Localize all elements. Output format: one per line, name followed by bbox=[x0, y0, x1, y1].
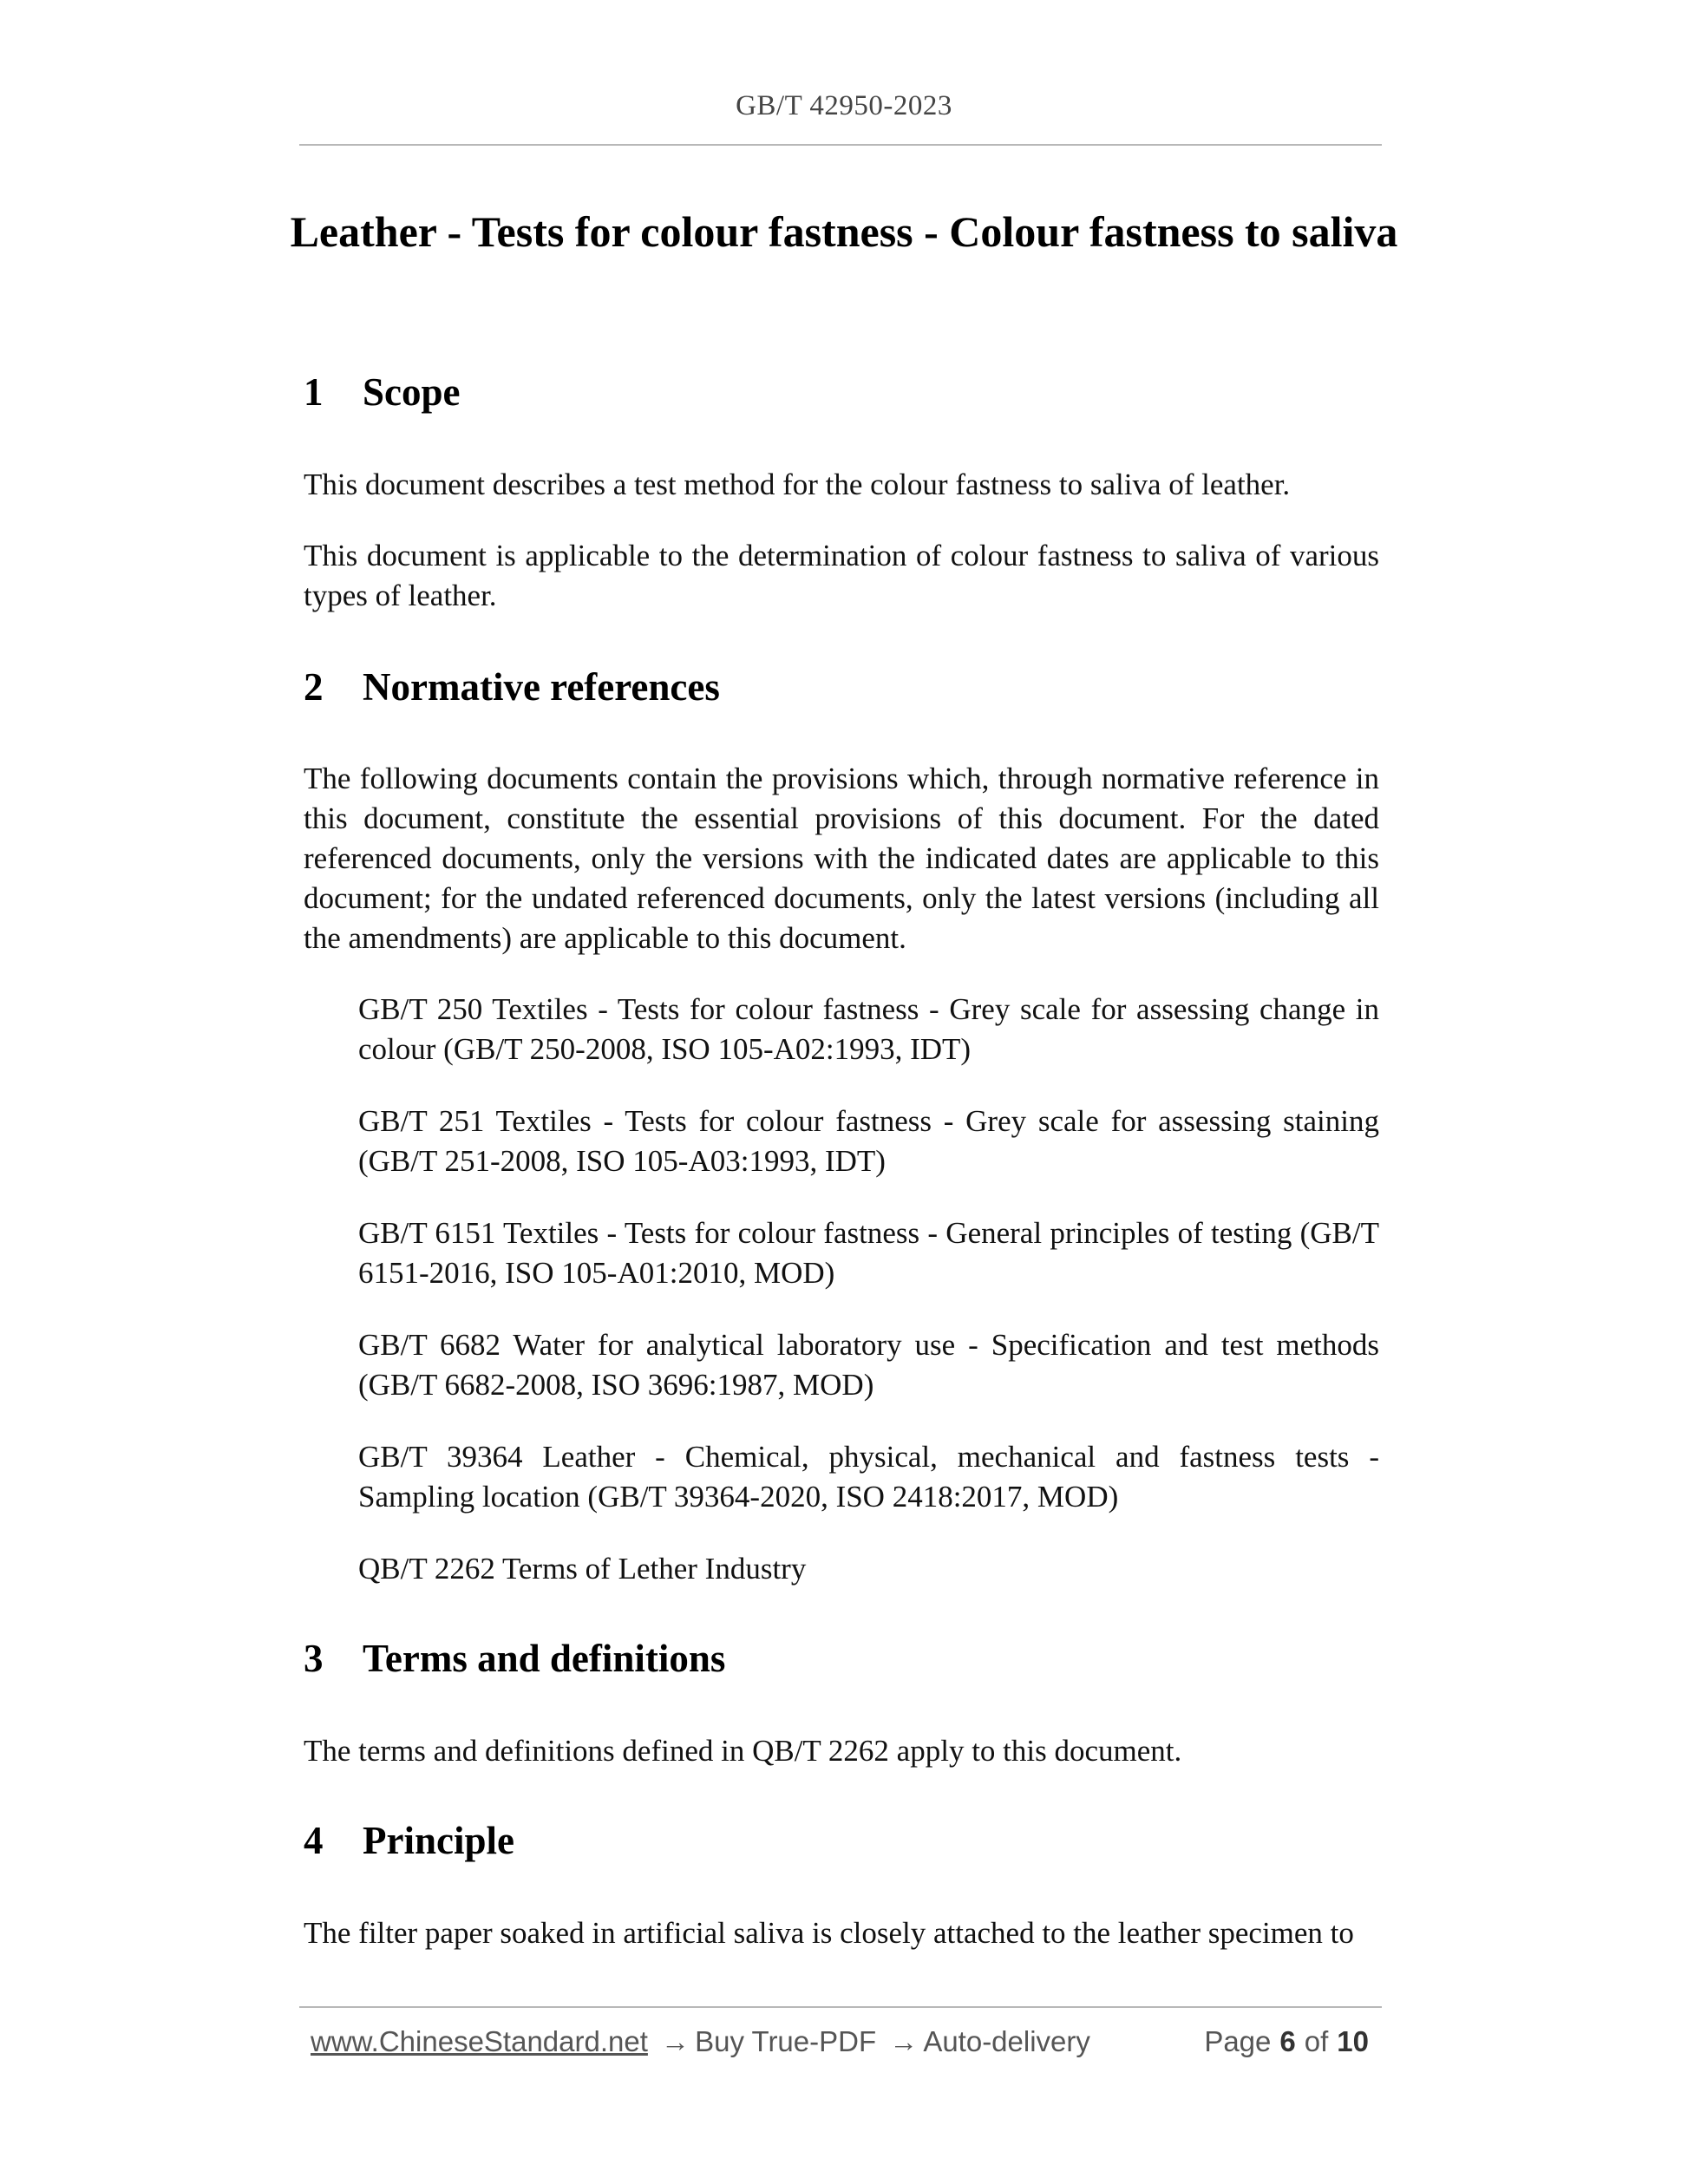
paragraph: The terms and definitions defined in QB/T 2262 apply to this document. bbox=[304, 1734, 1182, 1768]
reference-item: GB/T 6151 Textiles - Tests for colour fastness - General principles of testing (GB/T 6151-2016, ISO 105-A01:2010, MOD) bbox=[358, 1216, 1379, 1290]
footer-divider bbox=[299, 2006, 1382, 2008]
paragraph: The filter paper soaked in artificial saliva is closely attached to the leather specimen to bbox=[304, 1916, 1354, 1950]
auto-delivery-text: Auto-delivery bbox=[923, 2025, 1090, 2057]
page-footer bbox=[311, 2025, 1377, 2069]
reference-item: QB/T 2262 Terms of Lether Industry bbox=[358, 1552, 807, 1586]
section-title: Normative references bbox=[363, 665, 720, 709]
arrow-right-icon: → bbox=[889, 2025, 919, 2057]
document-title: Leather - Tests for colour fastness - Colour fastness to saliva bbox=[290, 207, 1398, 256]
section-title: Principle bbox=[363, 1819, 514, 1862]
section-number: 4 bbox=[304, 1819, 324, 1862]
header-divider bbox=[299, 144, 1382, 146]
reference-item: GB/T 250 Textiles - Tests for colour fastness - Grey scale for assessing change in colour (GB/T 250-2008, ISO 105-A02:1993, IDT) bbox=[358, 992, 1379, 1066]
paragraph: The following documents contain the provisions which, through normative reference in this document, constitute the essential provisions of this document. For the dated referenced documents, only the versions with the indicated dates are applicable to this document; for the undated referenced documents, only the latest versions (including all the amendments) are applicable to this document. bbox=[304, 762, 1379, 955]
current-page: 6 bbox=[1279, 2025, 1296, 2057]
section-title: Terms and definitions bbox=[363, 1637, 726, 1680]
paragraph: This document is applicable to the determination of colour fastness to saliva of various types of leather. bbox=[304, 539, 1379, 612]
site-link[interactable]: www.ChineseStandard.net bbox=[311, 2025, 648, 2057]
arrow-right-icon: → bbox=[661, 2025, 690, 2057]
reference-item: GB/T 251 Textiles - Tests for colour fastness - Grey scale for assessing staining (GB/T 251-2008, ISO 105-A03:1993, IDT) bbox=[358, 1104, 1379, 1178]
section-heading-principle bbox=[304, 1818, 514, 1863]
page-of-label: of bbox=[1304, 2025, 1329, 2057]
section-heading-scope bbox=[304, 369, 461, 415]
section-number: 1 bbox=[304, 370, 324, 414]
header-standard-code: GB/T 42950-2023 bbox=[736, 90, 952, 121]
section-number: 2 bbox=[304, 665, 324, 709]
total-pages: 10 bbox=[1337, 2025, 1369, 2057]
page-number bbox=[1204, 2025, 1377, 2058]
page-label: Page bbox=[1204, 2025, 1272, 2057]
section-heading-terms-and-definitions bbox=[304, 1636, 725, 1681]
reference-item: GB/T 39364 Leather - Chemical, physical, mechanical and fastness tests - Sampling location (GB/T 39364-2020, ISO 2418:2017, MOD) bbox=[358, 1440, 1379, 1514]
reference-item: GB/T 6682 Water for analytical laboratory use - Specification and test methods (GB/T 6682-2008, ISO 3696:1987, MOD) bbox=[358, 1328, 1379, 1402]
buy-true-pdf-text: Buy True-PDF bbox=[695, 2025, 877, 2057]
paragraph: This document describes a test method for the colour fastness to saliva of leather. bbox=[304, 468, 1291, 501]
footer-promo bbox=[311, 2025, 1090, 2058]
section-heading-normative-references bbox=[304, 664, 720, 709]
section-number: 3 bbox=[304, 1637, 324, 1680]
section-title: Scope bbox=[363, 370, 461, 414]
